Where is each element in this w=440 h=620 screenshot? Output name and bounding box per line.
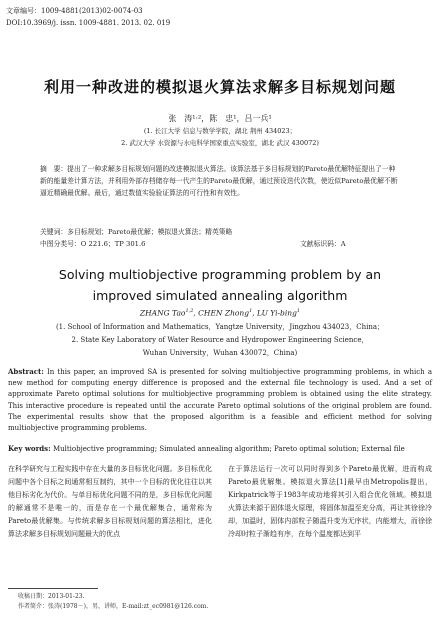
footnote-author: 作者简介：张涛(1978－)，男，讲师，E-mail:zt_ec0981@126.com. [18,603,209,610]
footnote-divider [8,588,98,589]
document-code: 文献标识码：A [300,240,346,248]
title-english-line1: Solving multiobjective programming problem by an [58,267,382,282]
abstract-text: In this paper, an improved SA is presented for solving multiobjective programming problems, in which a new method for computing energy difference is proposed and the external file technology is used. And a set of approximate Pareto optimal solutions for multiobjective programming problem is obtained using the elite strategy. This interactive procedure is repeated until the accurate Pareto optimal solutions of the original problem are found. The experimental results show that the proposed algorithm is a feasible and efficient method for solving multiobjective programming problems. [8,368,433,433]
affiliation-en-3: Wuhan University，Wuhan 430072，China) [142,349,298,357]
author-3: , LU Yi-bing [252,308,297,318]
footnote-received: 收稿日期：2013-01-23. [18,593,85,600]
keywords-english [8,443,432,455]
abstract-label: Abstract: [8,367,44,376]
affiliation-cn-2: 2. 武汉大学 水资源与水电科学国家重点实验室，湖北 武汉 430072) [121,139,319,147]
article-number: 文章编号：1009-4881(2013)02-0074-03 [6,7,143,15]
abstract-chinese: 摘 要：提出了一种求解多目标规划问题的改进模拟退火算法。该算法基于多目标规划的Pareto最优解特征提出了一种新的能量差计算方法，并利用外部存档储存每一代产生的Pareto最优解，通过预设迭代次数，使近似Pareto最优解不断逼近精确最优解。最后，通过数值实验验证算法的可行性和有效性。 [40,165,398,197]
abstract-english [8,366,432,434]
classification-number: 中图分类号：O 221.6；TP 301.6 [40,240,146,248]
affiliation-en-1: (1. School of Information and Mathematics，Yangtze University，Jingzhou 434023，China； [55,323,385,331]
keywords-chinese: 关键词：多目标规划；Pareto最优解；模拟退火算法；精英策略 [40,228,233,236]
author-2-sup: 1 [249,308,253,314]
affiliation-en-2: 2. State Key Laboratory of Water Resource and Hydropower Engineering Science， [71,336,369,344]
title-english-line2: improved simulated annealing algorithm [92,288,348,303]
affiliation-cn-1: (1. 长江大学 信息与数学学院，湖北 荆州 434023； [143,127,297,135]
keywords-label: Key words: [8,444,51,453]
author-3-sup: 1 [296,308,301,314]
doi: DOI:10.3969/j. issn. 1009-4881. 2013. 02. 019 [6,19,171,27]
authors-chinese: 张 涛¹·²，陈 忠¹，吕一兵¹ [168,114,272,123]
keywords-text: Multiobjective programming; Simulated annealing algorithm; Pareto optimal solution; External file [52,445,405,453]
author-1-sup: 1,2 [185,308,194,314]
author-2: , CHEN Zhong [193,308,250,318]
body-left-column: 在科学研究与工程实践中存在大量的多目标优化问题。多目标优化问题中各个目标之间通常相互制约，其中一个目标的优化往往以其他目标劣化为代价。与单目标优化问题不同的是，多目标优化问题的解通常不是唯一的，而是存在一个最优解集合，通常称为Pareto最优解集。与传统求解多目标规划问题的算法相比，进化算法求解多目标规划问题最大的优点 [8,465,212,538]
authors-english [0,308,440,318]
title-chinese: 利用一种改进的模拟退火算法求解多目标规划问题 [43,78,396,96]
body-right-column: 在于算法运行一次可以同时得到多个Pareto最优解，进而构成Pareto最优解集。模拟退火算法[1]最早由Metropolis提出，Kirkpatrick等于1983年成功地将其引入组合优化领域。模拟退火算法来源于固体退火原理，将固体加温至充分高，再让其徐徐冷却，加温时，固体内部粒子随温升变为无序状，内能增大，而徐徐冷却时粒子渐趋有序，在每个温度都达到平 [228,465,432,538]
title-english [0,264,440,306]
author-1: ZHANG Tao [139,308,186,318]
